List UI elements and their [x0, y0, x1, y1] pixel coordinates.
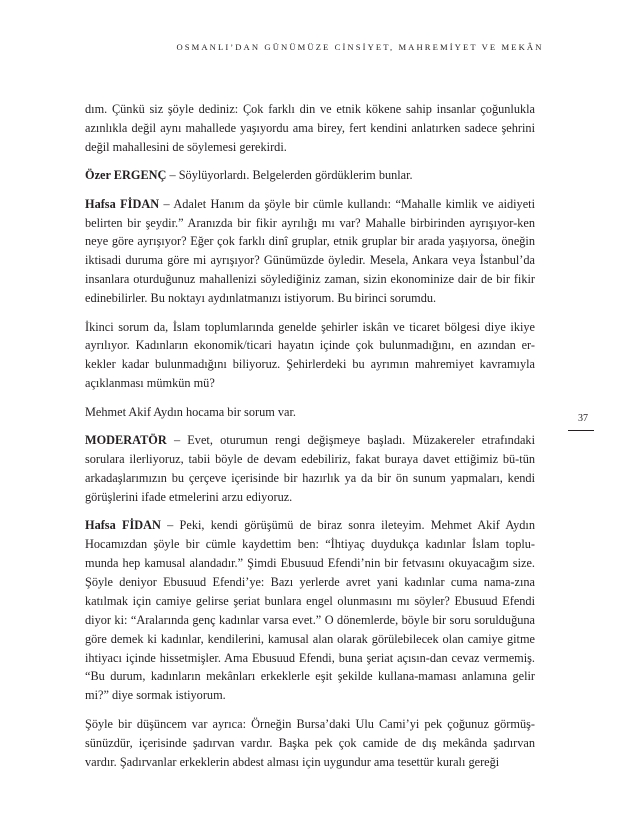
speaker-name: Hafsa FİDAN	[85, 518, 161, 533]
paragraph-2	[85, 166, 535, 185]
paragraph-text: dım. Çünkü siz şöyle dediniz: Çok farklı din ve etnik kökene sahip insanlar çoğunlukla azınlıkla değil aynı mahallede yaşıyordu ama birey, fert kendini anlatırken sadece şehrini değil mahallesini de söylemesi gerekirdi.	[85, 102, 535, 154]
page-number-rule	[568, 430, 594, 431]
paragraph-7	[85, 516, 535, 705]
paragraph-3	[85, 195, 535, 308]
paragraph-4	[85, 318, 535, 394]
speaker-name: Hafsa FİDAN	[85, 196, 160, 211]
paragraph-text: İkinci sorum da, İslam toplumlarında genelde şehirler iskân ve ticaret bölgesi diye ikiye ayrılıyor. Kadınların ekonomik/ticari hayatın içinde çok bulunmadığını, en azından er-kekler kadar bulunmadığını biliyoruz. Şehirlerdeki bu ayrımın mahremiyet kavramıyla açıklanması mümkün mü?	[85, 319, 535, 391]
paragraph-5	[85, 403, 535, 422]
paragraph-1	[85, 100, 535, 157]
paragraph-text: Şöyle bir düşüncem var ayrıca: Örneğin Bursa’daki Ulu Cami’yi pek çoğunuz görmüş-sünüzdür, içerisinde şadırvan vardır. Başka pek çok camide de dış mekânda şadırvan vardır. Şadırvanlar erkeklerin abdest alması için uygundur ama tesettür kuralı gereği	[85, 716, 535, 769]
paragraph-6	[85, 431, 535, 507]
running-title: OSMANLI’DAN GÜNÜMÜZE CİNSİYET, MAHREMİYET VE MEKÂN	[176, 42, 544, 52]
speaker-name: Özer ERGENÇ	[85, 168, 167, 183]
paragraph-text: – Peki, kendi görüşümü de biraz sonra ileteyim. Mehmet Akif Aydın Hocamızdan şöyle bir cümle kaydettim ben: “İhtiyaç duydukça kadınlar İslam toplu-munda hep kamusal alandadır.” Şimdi Ebusuud Efendi’nin bir fetvasını okuyacağım size. Şöyle deniyor Ebusuud Efendi’ye: Bazı yerlerde avret yani kadınlar cuma nama-zına katılmak için camiye gelirse şeriat bunlara engel olunmasını mı söyler? Ebusuud Efendi diyor ki: “Aralarında genç kadınlar varsa evet.” O dönemlerde, böyle bir soru sorulduğuna göre demek ki kadınlar, kendilerini, kamusal alan olarak görülebilecek olan camiye gitme ihtiyacı içinde hissetmişler. Ama Ebusuud Efendi, buna şeriat açısın-dan cevaz vermemiş. “Bu durum, kadınların mekânları erkeklerle eşit şekilde kullana-maması anlamına gelir mi?” diye sormak istiyorum.	[85, 518, 535, 703]
page-number: 37	[578, 413, 588, 424]
paragraph-text: – Adalet Hanım da şöyle bir cümle kullandı: “Mahalle kimlik ve aidiyeti belirten bir şeydir.” Aranızda bir fikir ayrılığı mı var? Mahalle birbirinden ayrışıyor-ken neye göre ayrışıyor? Eğer çok farklı dinî gruplar, etnik gruplar bir arada yaşıyorsa, öneğin iktisadi duruma göre mi ayrışıyor? Günümüzde öyledir. Mesela, Ankara veya İstanbul’da insanlara oturduğunuz mahallenizi söylediğiniz zaman, sizin ekonominize dair de bir fikir edinebilirler. Bu noktayı aydınlatmanızı istiyorum. Bu birinci sorumdu.	[85, 196, 535, 306]
paragraph-8	[85, 715, 535, 772]
paragraph-text: – Söylüyorlardı. Belgelerden gördüklerim bunlar.	[166, 168, 413, 183]
speaker-name: MODERATÖR	[85, 433, 167, 448]
paragraph-text: Mehmet Akif Aydın hocama bir sorum var.	[85, 404, 296, 419]
paragraph-text: – Evet, oturumun rengi değişmeye başladı. Müzakereler etrafındaki sorulara ilerliyoruz, tabii böyle de devam edebiliriz, fakat buraya davet ettiğimiz bü-tün arkadaşlarımızın bu çerçeve içerisinde bir hazırlık ya da bir ön sunum yapmaları, kendi görüşlerini ifade etmelerini arzu ediyoruz.	[85, 433, 535, 504]
running-header	[0, 42, 638, 52]
page-body	[85, 100, 535, 781]
